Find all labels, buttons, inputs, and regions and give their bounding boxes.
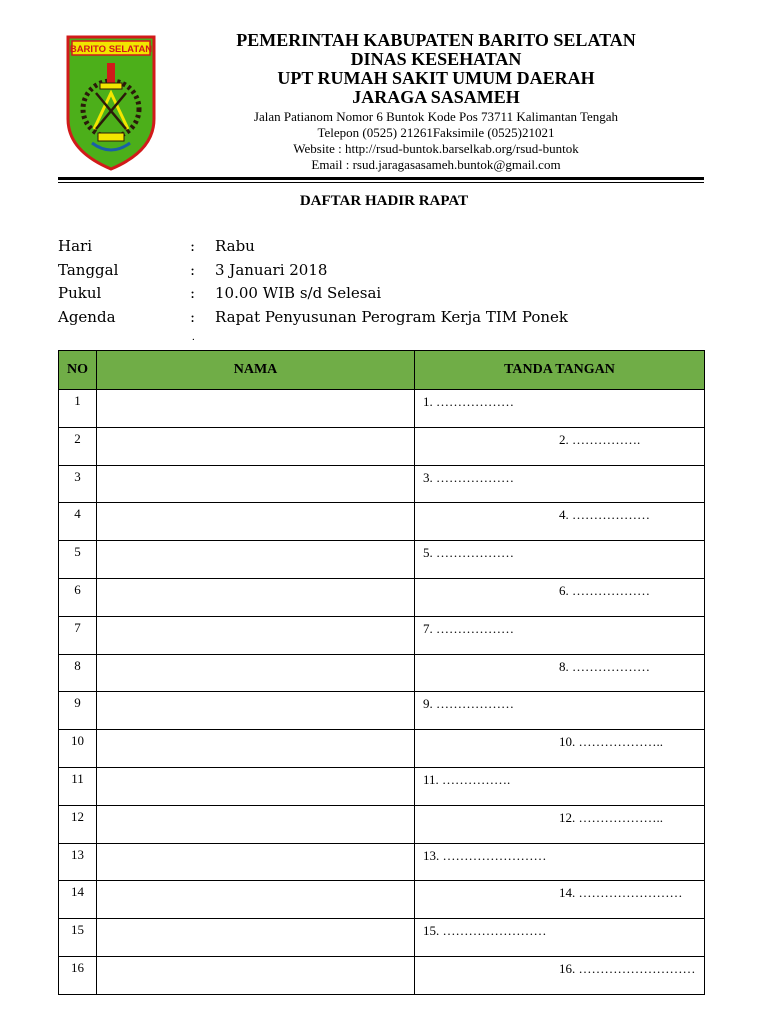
- signature-line: 11. …………….: [423, 771, 511, 787]
- name-cell[interactable]: [97, 390, 415, 428]
- regency-logo: [64, 33, 158, 173]
- signature-cell[interactable]: [415, 805, 705, 843]
- table-row: [59, 919, 705, 957]
- kop-website: Website : http://rsud-buntok.barselkab.org/rsud-buntok: [293, 141, 579, 156]
- name-cell[interactable]: [97, 465, 415, 503]
- name-cell[interactable]: [97, 616, 415, 654]
- name-cell[interactable]: [97, 956, 415, 994]
- signature-cell[interactable]: [415, 616, 705, 654]
- row-number: 14: [59, 881, 97, 919]
- table-row: [59, 616, 705, 654]
- table-row: [59, 767, 705, 805]
- table-row: [59, 578, 705, 616]
- table-row: [59, 465, 705, 503]
- signature-cell[interactable]: [415, 919, 705, 957]
- signature-cell[interactable]: [415, 465, 705, 503]
- table-row: [59, 843, 705, 881]
- row-number: 12: [59, 805, 97, 843]
- info-value: 3 Januari 2018: [215, 260, 328, 279]
- row-number: 3: [59, 465, 97, 503]
- row-number: 2: [59, 427, 97, 465]
- signature-line: 8. ………………: [559, 658, 650, 674]
- row-number: 11: [59, 767, 97, 805]
- signature-line: 15. ……………………: [423, 923, 547, 939]
- info-colon: :: [190, 284, 196, 302]
- signature-cell[interactable]: [415, 730, 705, 768]
- name-cell[interactable]: [97, 881, 415, 919]
- table-row: [59, 956, 705, 994]
- name-cell[interactable]: [97, 767, 415, 805]
- name-cell[interactable]: [97, 730, 415, 768]
- signature-cell[interactable]: [415, 541, 705, 579]
- name-cell[interactable]: [97, 805, 415, 843]
- table-row: [59, 692, 705, 730]
- row-number: 13: [59, 843, 97, 881]
- kop-address: Jalan Patianom Nomor 6 Buntok Kode Pos 73711 Kalimantan Tengah: [253, 109, 619, 124]
- info-value: Rabu: [215, 237, 255, 255]
- info-value: 10.00 WIB s/d Selesai: [215, 284, 382, 302]
- name-cell[interactable]: [97, 654, 415, 692]
- info-colon: :: [190, 237, 196, 255]
- signature-line: 2. …………….: [559, 431, 641, 447]
- table-row: [59, 805, 705, 843]
- kop-hospital-name: JARAGA SASAMEH: [352, 87, 520, 107]
- name-cell[interactable]: [97, 541, 415, 579]
- signature-line: 9. ………………: [423, 696, 514, 712]
- info-label: Agenda: [58, 307, 116, 326]
- letterhead: [186, 31, 686, 173]
- signature-cell[interactable]: [415, 390, 705, 428]
- table-row: [59, 503, 705, 541]
- kop-department: DINAS KESEHATAN: [350, 49, 522, 69]
- table-row: [59, 390, 705, 428]
- row-number: 10: [59, 730, 97, 768]
- header-no: NO: [59, 351, 97, 390]
- name-cell[interactable]: [97, 843, 415, 881]
- table-row: [59, 541, 705, 579]
- kop-hospital-unit: UPT RUMAH SAKIT UMUM DAERAH: [277, 68, 595, 88]
- signature-cell[interactable]: [415, 956, 705, 994]
- row-number: 1: [59, 390, 97, 428]
- document-title: DAFTAR HADIR RAPAT: [299, 193, 469, 209]
- signature-line: 12. ………………..: [559, 809, 663, 825]
- row-number: 16: [59, 956, 97, 994]
- row-number: 5: [59, 541, 97, 579]
- name-cell[interactable]: [97, 919, 415, 957]
- info-label: Tanggal: [58, 260, 119, 279]
- table-row: [59, 881, 705, 919]
- kop-phone: Telepon (0525) 21261Faksimile (0525)21021: [317, 125, 555, 140]
- info-label: Pukul: [58, 284, 102, 302]
- signature-line: 4. ………………: [559, 507, 650, 523]
- signature-line: 3. ………………: [423, 469, 514, 485]
- kop-government: PEMERINTAH KABUPATEN BARITO SELATAN: [236, 30, 636, 50]
- signature-cell[interactable]: [415, 843, 705, 881]
- signature-line: 1. ………………: [423, 394, 514, 409]
- letterhead-rule-thick: [58, 177, 704, 180]
- name-cell[interactable]: [97, 503, 415, 541]
- stray-dot: .: [192, 331, 195, 343]
- signature-line: 6. ………………: [559, 582, 650, 598]
- name-cell[interactable]: [97, 578, 415, 616]
- table-row: [59, 427, 705, 465]
- info-value: Rapat Penyusunan Perogram Kerja TIM Ponek: [215, 307, 569, 326]
- info-colon: :: [190, 260, 196, 279]
- table-row: [59, 654, 705, 692]
- logo-text: BARITO SELATAN: [69, 44, 153, 55]
- row-number: 7: [59, 616, 97, 654]
- info-label: Hari: [58, 237, 92, 255]
- signature-cell[interactable]: [415, 881, 705, 919]
- row-number: 8: [59, 654, 97, 692]
- signature-cell[interactable]: [415, 692, 705, 730]
- signature-cell[interactable]: [415, 654, 705, 692]
- signature-cell[interactable]: [415, 578, 705, 616]
- signature-cell[interactable]: [415, 503, 705, 541]
- name-cell[interactable]: [97, 692, 415, 730]
- signature-line: 13. ……………………: [423, 847, 547, 863]
- row-number: 6: [59, 578, 97, 616]
- header-ttd: TANDA TANGAN: [415, 351, 705, 390]
- signature-cell[interactable]: [415, 767, 705, 805]
- row-number: 15: [59, 919, 97, 957]
- signature-line: 10. ………………..: [559, 734, 663, 750]
- signature-cell[interactable]: [415, 427, 705, 465]
- kop-email: Email : rsud.jaragasasameh.buntok@gmail.com: [311, 157, 561, 172]
- row-number: 4: [59, 503, 97, 541]
- row-number: 9: [59, 692, 97, 730]
- letterhead-rule-thin: [58, 182, 704, 183]
- signature-line: 16. ………………………: [559, 960, 696, 976]
- signature-line: 5. ………………: [423, 545, 514, 561]
- name-cell[interactable]: [97, 427, 415, 465]
- signature-line: 14. ……………………: [559, 885, 683, 901]
- header-nama: NAMA: [97, 351, 415, 390]
- signature-line: 7. ………………: [423, 620, 514, 636]
- table-header-row: [59, 351, 705, 390]
- info-colon: :: [190, 307, 196, 326]
- table-row: [59, 730, 705, 768]
- attendance-table: [58, 350, 705, 995]
